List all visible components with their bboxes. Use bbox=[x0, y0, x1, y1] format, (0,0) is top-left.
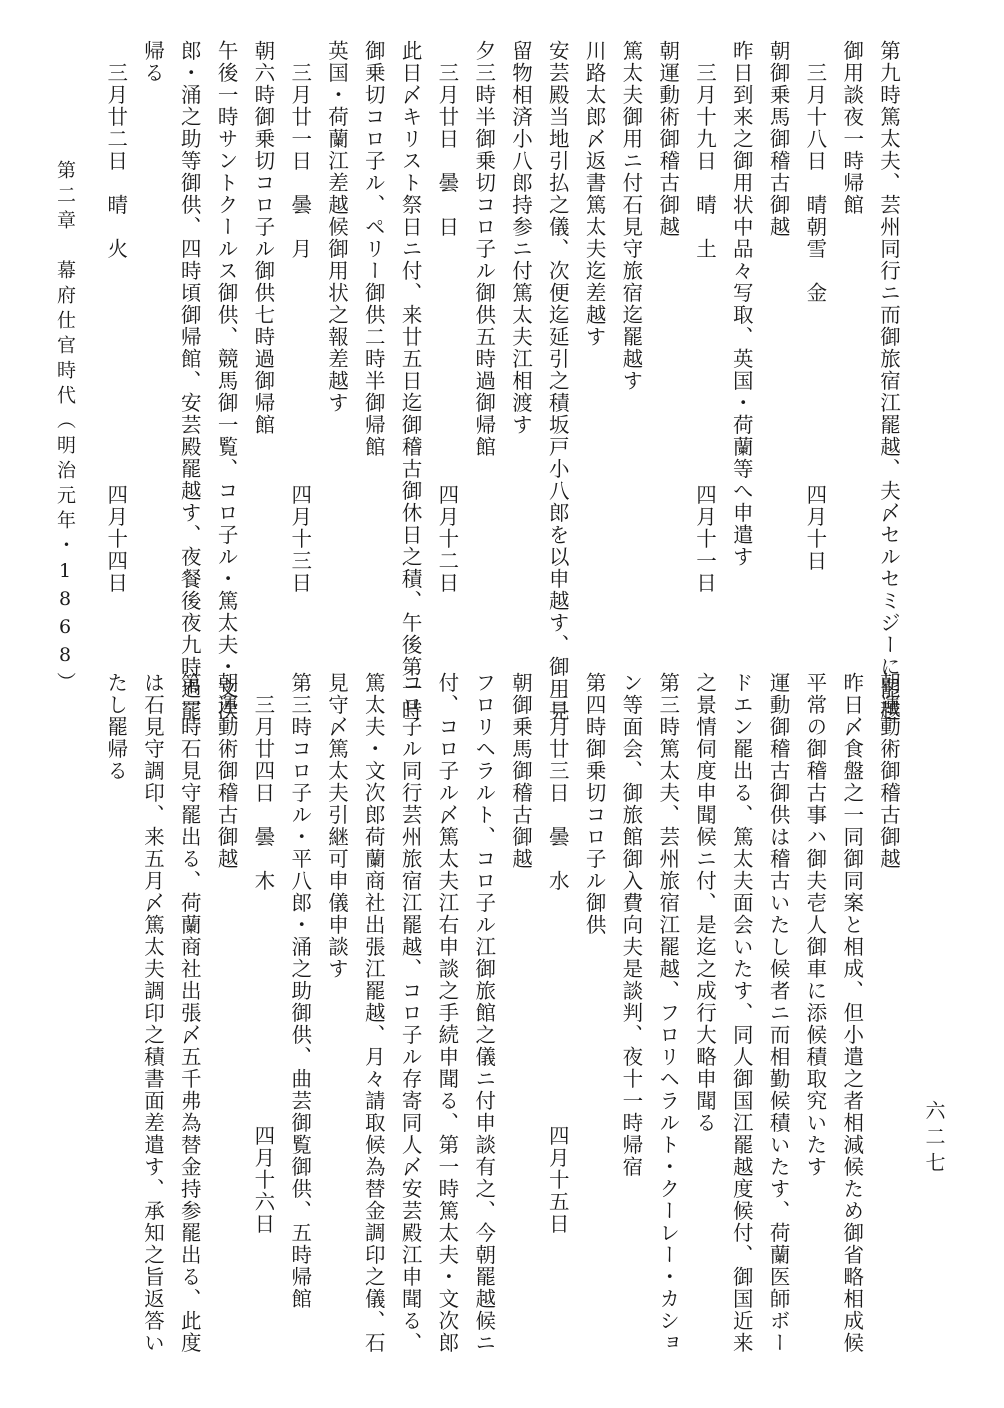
text-column: 三月廿一日 曇 月 bbox=[287, 40, 312, 260]
text-column: 付、コロ子ル〆篤太夫江右申談之手続申聞る、第一時篤太夫・文次郎 bbox=[434, 672, 459, 1354]
text-column: ドエン罷出る、篤太夫面会いたす、同人御国江罷越度候付、御国近来 bbox=[729, 672, 754, 1354]
text-column: 安芸殿当地引払之儀、次便迄延引之積坂戸小八郎を以申越す、御用見 bbox=[545, 40, 570, 722]
text-column: 朝運動術御稽古御越 bbox=[876, 672, 901, 870]
text-column: 朝六時御乗切コロ子ル御供七時過御帰館 bbox=[250, 40, 275, 436]
text-column: 三月廿二日 晴 火 bbox=[103, 40, 128, 260]
text-column: 平常の御稽古事ハ御夫壱人御車に添候積取究いたす bbox=[802, 672, 827, 1178]
text-column: フロリヘラルト、コロ子ル江御旅館之儀ニ付申談有之、今朝罷越候ニ bbox=[471, 672, 496, 1354]
text-column: たし罷帰る bbox=[103, 672, 128, 782]
text-column: 三月廿四日 曇 木 bbox=[250, 672, 275, 892]
text-column: 第一時石見守罷出る、荷蘭商社出張〆五千弗為替金持参罷出る、此度 bbox=[177, 672, 202, 1354]
text-column: 之景情伺度申聞候ニ付、是迄之成行大略申聞る bbox=[692, 672, 717, 1134]
text-column: ン等面会、御旅館御入費向夫是談判、夜十一時帰宿 bbox=[618, 672, 643, 1178]
text-column: 朝運動術御稽古御越 bbox=[214, 672, 239, 870]
text-column: 川路太郎〆返書篤太夫迄差越す bbox=[582, 40, 607, 348]
text-column: 帰る bbox=[140, 40, 165, 84]
text-column: 三月廿三日 曇 水 bbox=[545, 672, 570, 892]
page-number: 六二七 bbox=[922, 1100, 946, 1178]
running-header: 第二章 幕府仕官時代（明治元年・1868） bbox=[54, 160, 76, 697]
gregorian-date: 四月十六日 bbox=[250, 1125, 275, 1235]
text-column: 三月十八日 晴朝雪 金 bbox=[802, 40, 827, 304]
text-column: 第三時篤太夫、芸州旅宿江罷越、フロリヘラルト・クーレー・カショ bbox=[655, 672, 680, 1354]
text-column: 此日〆キリスト祭日ニ付、来廿五日迄御稽古御休日之積、午後第一時 bbox=[398, 40, 423, 722]
text-column: 御用談夜一時帰館 bbox=[839, 40, 864, 216]
text-column: 第四時御乗切コロ子ル御供 bbox=[582, 672, 607, 936]
gregorian-date: 四月十二日 bbox=[434, 484, 459, 594]
gregorian-date: 四月十日 bbox=[802, 484, 827, 572]
gregorian-date: 四月十一日 bbox=[692, 484, 717, 594]
text-column: 運動御稽古御供は稽古いたし候者ニ而相勤候積いたす、荷蘭医師ボー bbox=[766, 672, 791, 1354]
text-column: 三月十九日 晴 土 bbox=[692, 40, 717, 260]
text-column: は石見守調印、来五月〆篤太夫調印之積書面差遣す、承知之旨返答い bbox=[140, 672, 165, 1354]
text-column: コロ子ル同行芸州旅宿江罷越、コロ子ル存寄同人〆安芸殿江申聞る、 bbox=[398, 672, 423, 1354]
gregorian-date: 四月十四日 bbox=[103, 484, 128, 594]
text-column: 第九時篤太夫、芸州同行ニ而御旅宿江罷越、夫〆セルセミジーに罷越 bbox=[876, 40, 901, 722]
text-column: 昨日到来之御用状中品々写取、英国・荷蘭等へ申遣す bbox=[729, 40, 754, 568]
text-column: 留物相済小八郎持参ニ付篤太夫江相渡す bbox=[508, 40, 533, 436]
gregorian-date: 四月十三日 bbox=[287, 484, 312, 594]
text-column: 郎・涌之助等御供、四時頃御帰館、安芸殿罷越す、夜餐後夜九時過罷 bbox=[177, 40, 202, 722]
text-column: 英国・荷蘭江差越候御用状之報差越す bbox=[324, 40, 349, 414]
text-column: 午後一時サントクールス御供、競馬御一覧、コロ子ル・篤太夫・文次 bbox=[214, 40, 239, 722]
text-column: 見守〆篤太夫引継可申儀申談す bbox=[324, 672, 349, 980]
text-column: 朝御乗馬御稽古御越 bbox=[766, 40, 791, 238]
text-column: 三月廿日 曇 日 bbox=[434, 40, 459, 238]
gregorian-date: 四月十五日 bbox=[545, 1125, 570, 1235]
text-column: 朝御乗馬御稽古御越 bbox=[508, 672, 533, 870]
text-column: 篤太夫御用ニ付石見守旅宿迄罷越す bbox=[618, 40, 643, 392]
text-column: 篤太夫・文次郎荷蘭商社出張江罷越、月々請取候為替金調印之儀、石 bbox=[361, 672, 386, 1354]
text-column: 朝運動術御稽古御越 bbox=[655, 40, 680, 238]
text-column: 昨日〆食盤之一同御同案と相成、但小遣之者相減候ため御省略相成候 bbox=[839, 672, 864, 1354]
text-column: 夕三時半御乗切コロ子ル御供五時過御帰館 bbox=[471, 40, 496, 458]
text-column: 第三時コロ子ル・平八郎・涌之助御供、曲芸御覧御供、五時帰館 bbox=[287, 672, 312, 1310]
text-column: 御乗切コロ子ル、ペリー御供二時半御帰館 bbox=[361, 40, 386, 458]
